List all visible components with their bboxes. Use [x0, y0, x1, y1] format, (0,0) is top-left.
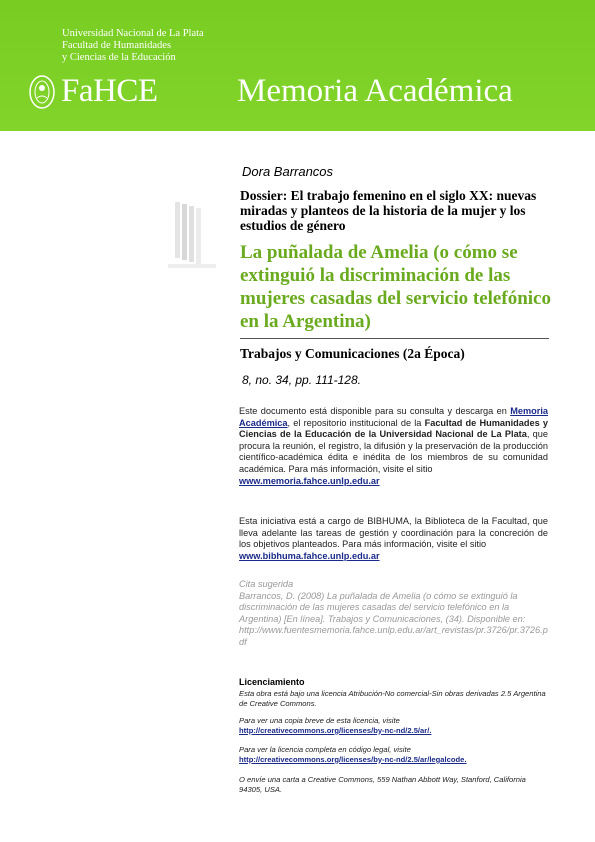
info-text: , el repositorio institucional de la	[287, 417, 425, 428]
university-name	[62, 28, 204, 64]
university-line: Universidad Nacional de La Plata	[62, 28, 204, 39]
university-seal-icon	[28, 74, 56, 110]
author: Dora Barrancos	[242, 164, 334, 179]
bibhuma-url-link[interactable]: www.bibhuma.fahce.unlp.edu.ar	[239, 550, 380, 561]
library-logo-icon	[166, 198, 218, 272]
faculty-line: Facultad de Humanidades	[62, 40, 172, 51]
article-title: La puñalada de Amelia (o cómo se extinguió la discriminación de las mujeres casadas del servicio telefónico en la Argentina)	[240, 242, 551, 332]
license-text: Esta obra está bajo una licencia Atribución-No comercial-Sin obras derivadas 2.5 Argentina de Creative Commons.	[239, 689, 546, 708]
memoria-url-link[interactable]: www.memoria.fahce.unlp.edu.ar	[239, 475, 380, 486]
fahce-logo[interactable]: FaHCE	[61, 73, 158, 109]
info-text: Esta iniciativa está a cargo de BIBHUMA, la Biblioteca de la Facultad, que lleva adelante las tareas de gestión y coordinación para la concreción de los objetivos planteados. Para más información, visite el sitio	[239, 516, 548, 550]
faculty-name: Facultad de Humanidades y Ciencias de la Educación de la Universidad Nacional de La Plata	[239, 417, 548, 440]
suggested-citation	[239, 579, 549, 649]
cita-url[interactable]: http://www.fuentesmemoria.fahce.unlp.edu.ar/art_revistas/pr.3726/pr.3726.pdf	[239, 625, 548, 647]
citation-details: 8, no. 34, pp. 111-128.	[242, 373, 361, 387]
license-short-text: Para ver una copia breve de esta licencia, visite	[239, 716, 400, 725]
license-short	[239, 716, 551, 736]
license-full	[239, 745, 551, 765]
license-full-link[interactable]: http://creativecommons.org/licenses/by-nc-nd/2.5/ar/legalcode.	[239, 754, 467, 764]
repository-info	[239, 406, 548, 487]
bibhuma-info	[239, 516, 548, 562]
cita-heading: Cita sugerida	[239, 579, 294, 589]
divider	[240, 338, 549, 339]
dossier-title: Dossier: El trabajo femenino en el siglo XX: nuevas miradas y planteos de la historia de la mujer y los estudios de género	[240, 188, 537, 233]
header-banner	[0, 0, 595, 131]
journal-name: Trabajos y Comunicaciones (2a Época)	[240, 346, 465, 361]
license-heading: Licenciamiento	[239, 677, 305, 687]
license-address: O envíe una carta a Creative Commons, 559 Nathan Abbott Way, Stanford, California 94305, USA.	[239, 775, 526, 794]
info-text: , que procura la reunión, el registro, la difusión y la preservación de la producción científico-académica édita e inédita de los miembros de su comunidad académica. Para más información, visite el sitio	[239, 429, 548, 474]
cita-text: Barrancos, D. (2008) La puñalada de Amelia (o cómo se extinguió la discriminación de las mujeres casadas del servicio telefónico en la Argentina) [En línea]. Trabajos y Comunicaciones, (34). Disponible en:	[239, 590, 526, 624]
license-short-link[interactable]: http://creativecommons.org/licenses/by-nc-nd/2.5/ar/.	[239, 725, 432, 735]
repository-name[interactable]: Memoria Académica	[237, 73, 513, 109]
license-full-text: Para ver la licencia completa en código legal, visite	[239, 745, 411, 754]
faculty-line-2: y Ciencias de la Educación	[62, 52, 176, 63]
memoria-link[interactable]: Memoria Académica	[239, 406, 548, 428]
info-text: Este documento está disponible para su consulta y descarga en	[239, 406, 511, 416]
